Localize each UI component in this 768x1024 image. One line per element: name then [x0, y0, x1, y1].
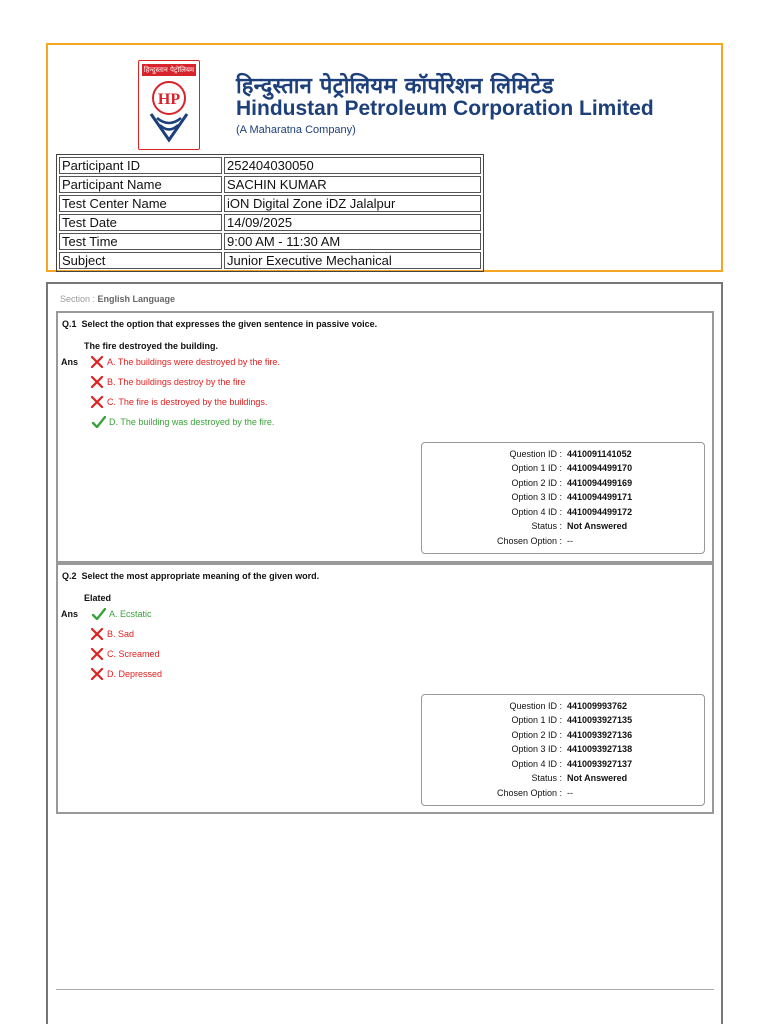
table-row — [59, 233, 481, 250]
question-card-2 — [56, 563, 714, 814]
test-center-value: iON Digital Zone iDZ Jalalpur — [224, 195, 481, 212]
participant-id-value: 252404030050 — [224, 157, 481, 174]
test-date-label: Test Date — [59, 214, 222, 231]
table-row — [59, 157, 481, 174]
meta-option-4-id: Option 4 ID : 4410093927137 — [511, 759, 633, 769]
option-c: C. Screamed — [90, 648, 160, 660]
meta-option-1-id: Option 1 ID : 4410094499170 — [511, 463, 633, 473]
question-text: Q.1 Select the option that expresses the given sentence in passive voice. — [62, 319, 378, 329]
header-box — [46, 43, 723, 272]
table-row — [59, 176, 481, 193]
cross-icon — [90, 396, 104, 408]
meta-chosen-option: Chosen Option : -- — [496, 536, 573, 546]
cross-icon — [90, 376, 104, 388]
section-name: English Language — [97, 294, 176, 304]
meta-option-3-id: Option 3 ID : 4410093927138 — [511, 744, 633, 754]
meta-option-1-id: Option 1 ID : 4410093927135 — [511, 715, 633, 725]
question-card-1 — [56, 311, 714, 563]
meta-status: Status : Not Answered — [531, 773, 628, 783]
option-c: C. The fire is destroyed by the buildings. — [90, 396, 267, 408]
question-prompt: Elated — [84, 593, 112, 603]
question-meta-panel — [421, 442, 705, 554]
question-prompt: The fire destroyed the building. — [84, 341, 219, 351]
question-meta-panel — [421, 694, 705, 806]
cross-icon — [90, 628, 104, 640]
test-date-value: 14/09/2025 — [224, 214, 481, 231]
logo-badge-text: हिन्दुस्तान पेट्रोलियम — [143, 66, 195, 74]
cross-icon — [90, 648, 104, 660]
meta-option-3-id: Option 3 ID : 4410094499171 — [511, 492, 633, 502]
participant-name-label: Participant Name — [59, 176, 222, 193]
meta-status: Status : Not Answered — [531, 521, 628, 531]
company-name-english: Hindustan Petroleum Corporation Limited — [236, 97, 654, 120]
meta-option-2-id: Option 2 ID : 4410094499169 — [511, 478, 633, 488]
option-d: D. The building was destroyed by the fire. — [92, 416, 274, 428]
hp-logo — [138, 60, 200, 150]
section-label: Section : English Language — [60, 294, 176, 304]
question-text: Q.2 Select the most appropriate meaning of the given word. — [62, 571, 320, 581]
option-b: B. Sad — [90, 628, 134, 640]
table-row — [59, 195, 481, 212]
company-name-hindi: हिन्दुस्तान पेट्रोलियम कॉर्पोरेशन लिमिटेड — [236, 74, 554, 99]
test-center-label: Test Center Name — [59, 195, 222, 212]
check-icon — [92, 608, 106, 620]
cross-icon — [90, 668, 104, 680]
meta-question-id: Question ID : 4410091141052 — [509, 449, 632, 459]
participant-name-value: SACHIN KUMAR — [224, 176, 481, 193]
option-b: B. The buildings destroy by the fire — [90, 376, 245, 388]
cross-icon — [90, 356, 104, 368]
test-time-label: Test Time — [59, 233, 222, 250]
ans-label: Ans — [61, 357, 79, 367]
subject-label: Subject — [59, 252, 222, 269]
ans-label: Ans — [61, 609, 79, 619]
check-icon — [92, 416, 106, 428]
participant-info-table — [56, 154, 484, 272]
hp-emblem-icon — [145, 78, 193, 144]
meta-option-2-id: Option 2 ID : 4410093927136 — [511, 730, 633, 740]
meta-question-id: Question ID : 441009993762 — [509, 701, 628, 711]
table-row — [59, 252, 481, 269]
company-tagline: (A Maharatna Company) — [236, 124, 356, 136]
participant-id-label: Participant ID — [59, 157, 222, 174]
test-time-value: 9:00 AM - 11:30 AM — [224, 233, 481, 250]
meta-chosen-option: Chosen Option : -- — [496, 788, 573, 798]
option-d: D. Depressed — [90, 668, 162, 680]
subject-value: Junior Executive Mechanical — [224, 252, 481, 269]
table-row — [59, 214, 481, 231]
logo-monogram: HP — [157, 91, 181, 108]
meta-option-4-id: Option 4 ID : 4410094499172 — [511, 507, 633, 517]
option-a: A. The buildings were destroyed by the fire. — [90, 356, 280, 368]
option-a: A. Ecstatic — [92, 608, 152, 620]
divider — [56, 989, 714, 990]
